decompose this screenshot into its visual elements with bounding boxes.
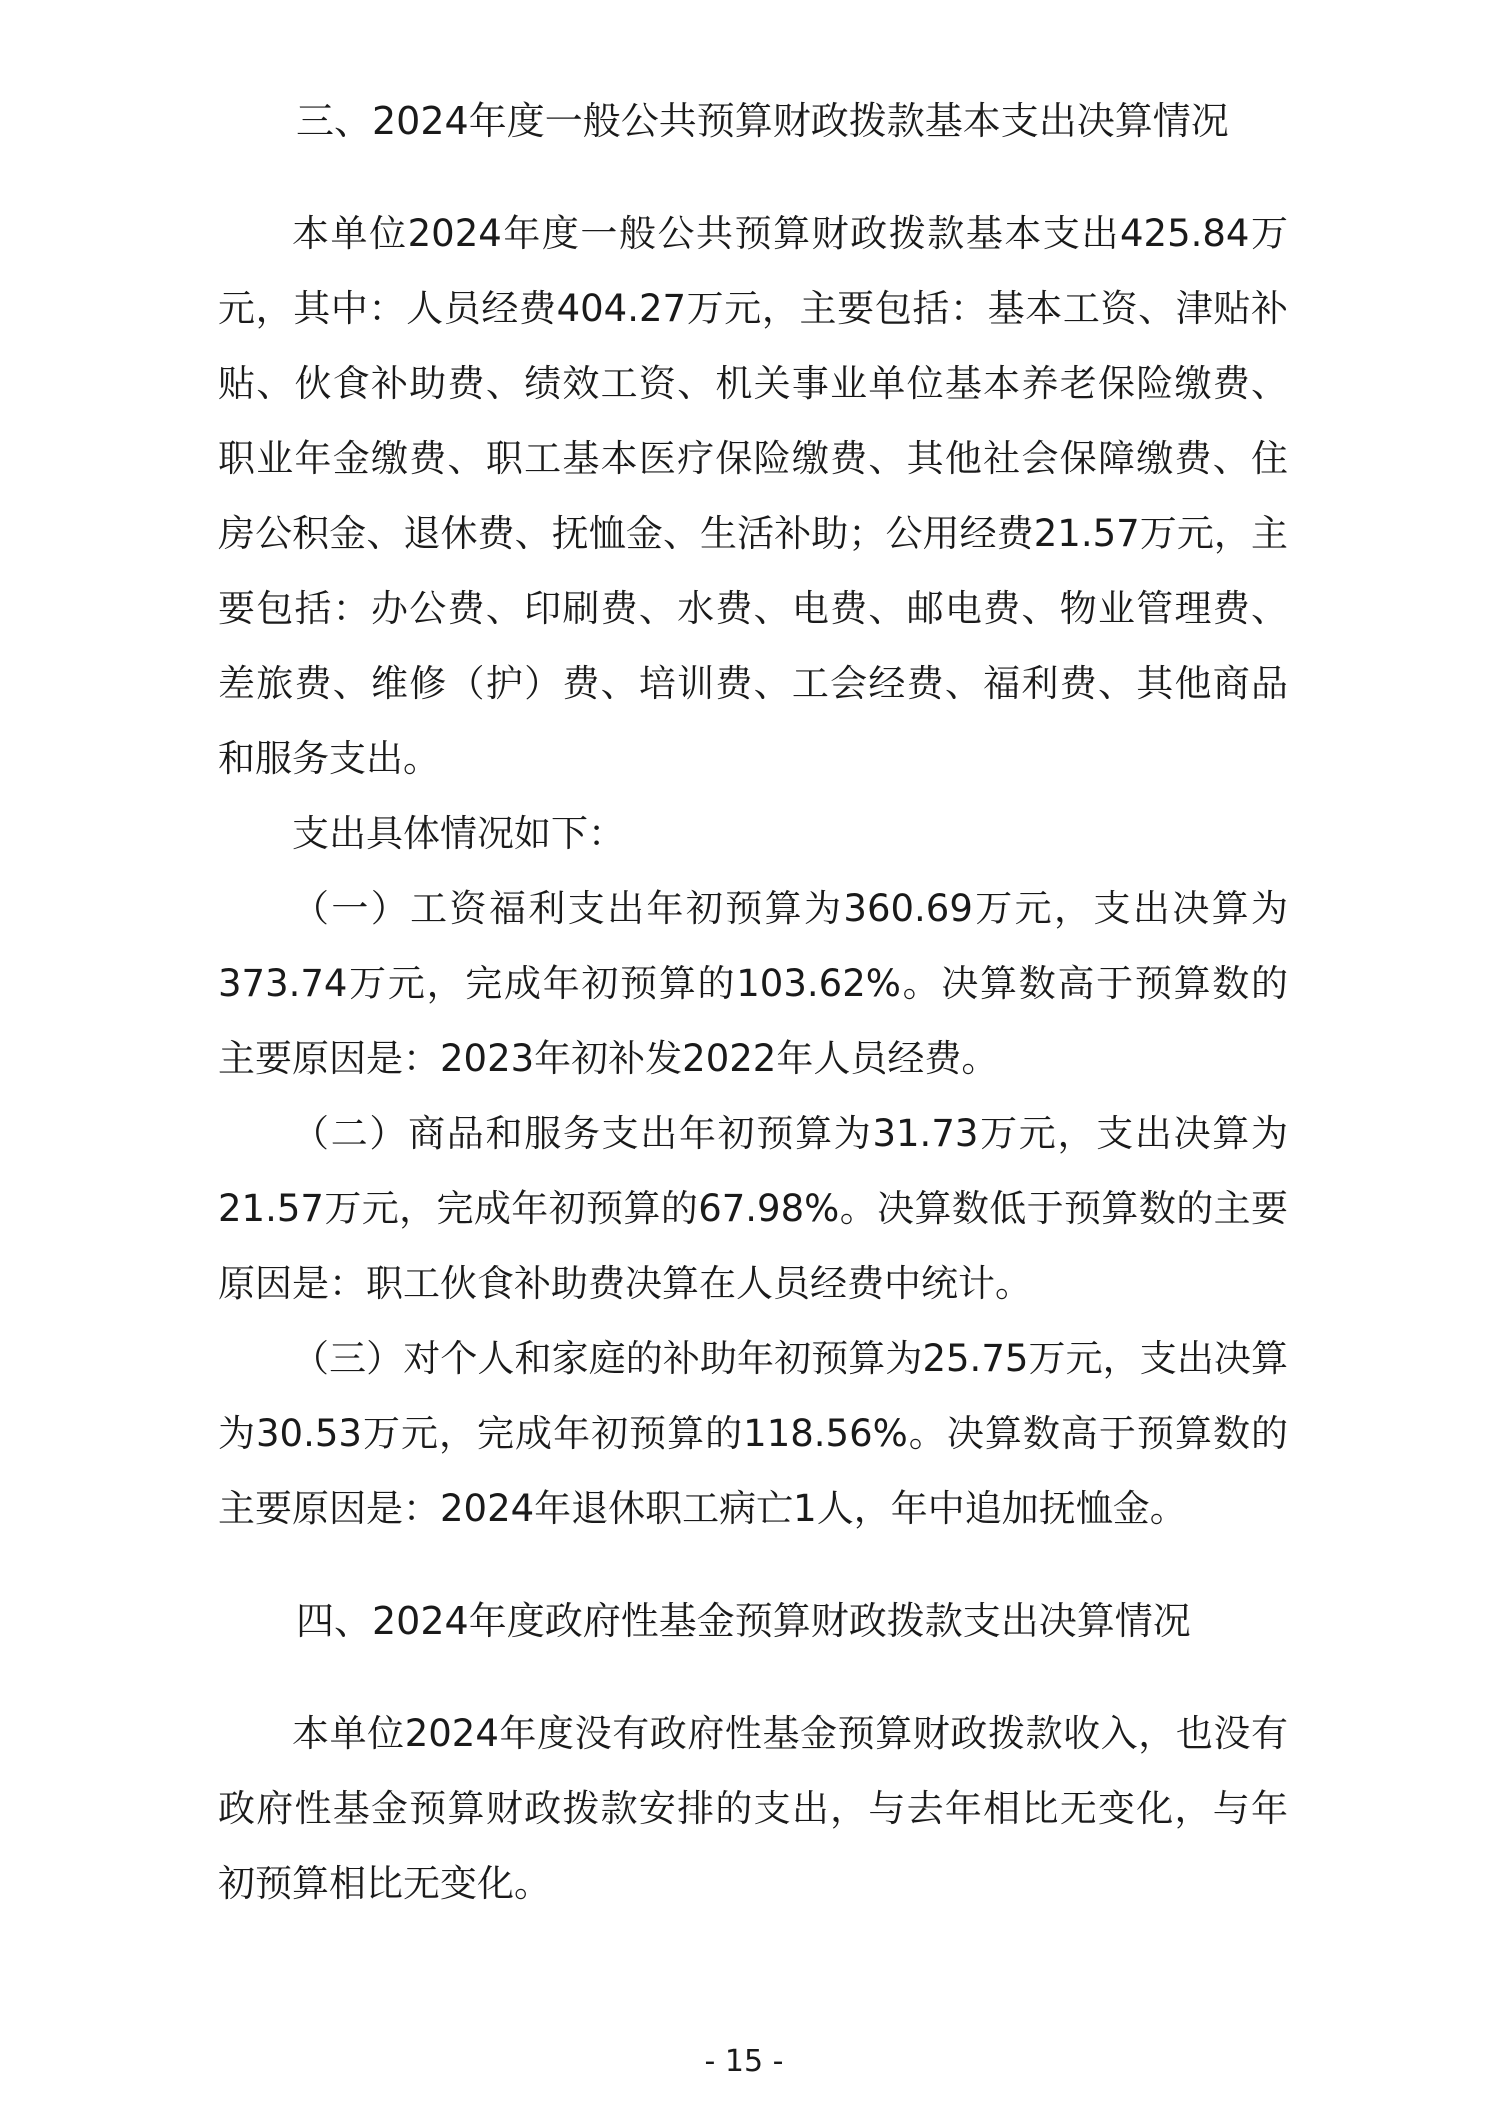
paragraph: （一）工资福利支出年初预算为360.69万元，支出决算为373.74万元，完成年初预算的103.62%。决算数高于预算数的主要原因是：2023年初补发2022年人员经费。 (218, 887, 1288, 1080)
section-4-heading: 四、2024年度政府性基金预算财政拨款支出决算情况 (296, 1599, 1191, 1643)
paragraph: 本单位2024年度没有政府性基金预算财政拨款收入，也没有政府性基金预算财政拨款安排的支出，与去年相比无变化，与年初预算相比无变化。 (218, 1712, 1288, 1905)
section-3-body (218, 196, 1288, 1546)
paragraph: 支出具体情况如下： (292, 812, 625, 855)
section-3-heading: 三、2024年度一般公共预算财政拨款基本支出决算情况 (296, 99, 1229, 143)
paragraph: 本单位2024年度一般公共预算财政拨款基本支出425.84万元，其中：人员经费404.27万元，主要包括：基本工资、津贴补贴、伙食补助费、绩效工资、机关事业单位基本养老保险缴费、职业年金缴费、职工基本医疗保险缴费、其他社会保障缴费、住房公积金、退休费、抚恤金、生活补助；公用经费21.57万元，主要包括：办公费、印刷费、水费、电费、邮电费、物业管理费、差旅费、维修（护）费、培训费、工会经费、福利费、其他商品和服务支出。 (218, 212, 1288, 780)
paragraph: （三）对个人和家庭的补助年初预算为25.75万元，支出决算为30.53万元，完成年初预算的118.56%。决算数高于预算数的主要原因是：2024年退休职工病亡1人，年中追加抚恤金。 (218, 1337, 1288, 1530)
paragraph: （二）商品和服务支出年初预算为31.73万元，支出决算为21.57万元，完成年初预算的67.98%。决算数低于预算数的主要原因是：职工伙食补助费决算在人员经费中统计。 (218, 1112, 1288, 1305)
page-number: - 15 - (704, 2044, 784, 2079)
section-4-body (218, 1696, 1288, 1921)
